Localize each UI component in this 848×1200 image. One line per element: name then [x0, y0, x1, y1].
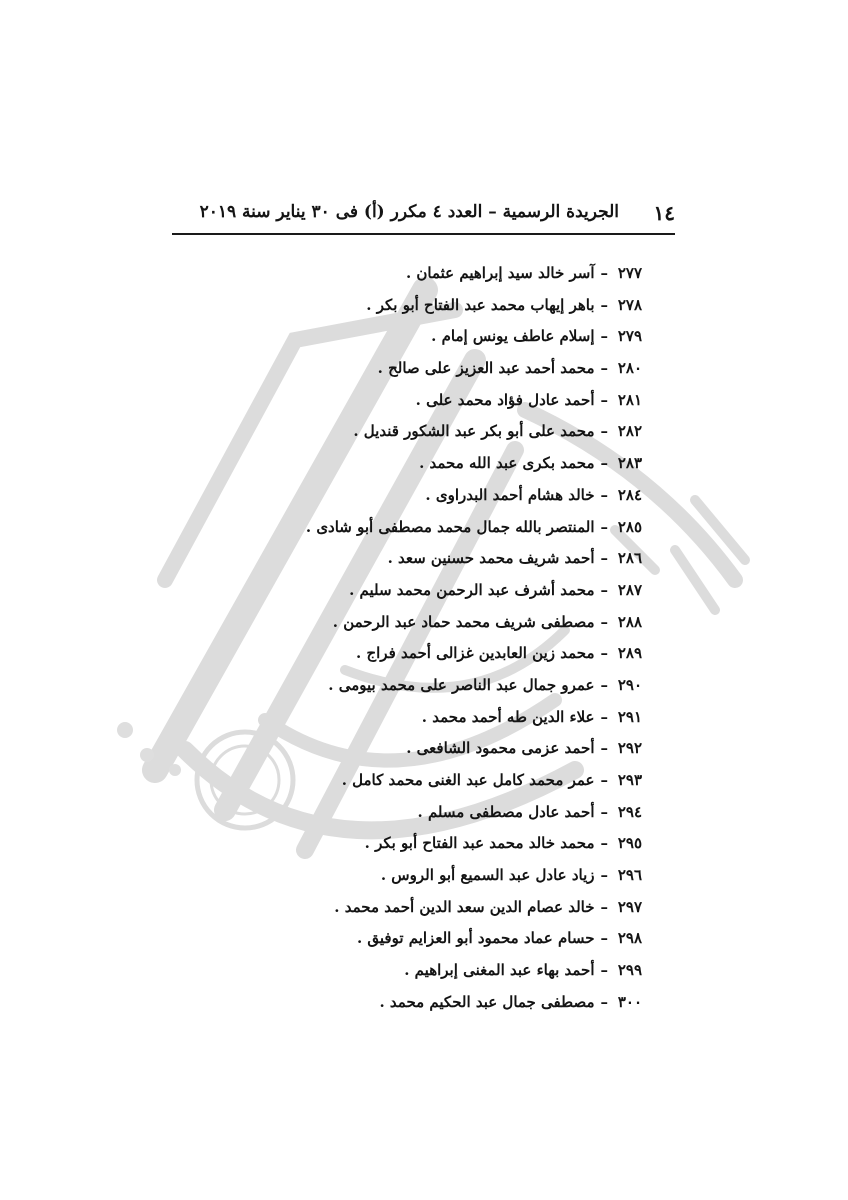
entry-name: خالد عصام الدين سعد الدين أحمد محمد . — [334, 897, 595, 916]
entry-name: محمد زين العابدين غزالى أحمد فراج . — [356, 644, 595, 663]
entry-name: محمد خالد محمد عبد الفتاح أبو بكر . — [364, 834, 595, 853]
entry-number: ٢٨٠ — [617, 359, 642, 378]
list-item — [162, 955, 642, 987]
entry-name: آسر خالد سيد إبراهيم عثمان . — [405, 264, 595, 282]
entry-separator: – — [600, 992, 608, 1011]
list-item — [162, 892, 642, 924]
entry-separator: – — [600, 549, 608, 568]
entry-number: ٢٨٧ — [617, 580, 642, 599]
entry-separator: – — [600, 422, 608, 441]
entry-separator: – — [600, 264, 608, 282]
list-item — [162, 290, 642, 322]
entry-number: ٢٨٦ — [617, 549, 642, 568]
entry-number: ٢٩١ — [617, 707, 642, 726]
list-item — [162, 702, 642, 734]
entry-separator: – — [600, 327, 608, 346]
list-item — [162, 480, 642, 512]
entry-separator: – — [600, 485, 608, 504]
entry-number: ٢٨٥ — [617, 517, 642, 536]
entry-separator: – — [600, 612, 608, 631]
list-item — [162, 416, 642, 448]
entry-number: ٢٩٨ — [617, 929, 642, 948]
entry-number: ٢٨٤ — [617, 485, 642, 504]
entry-number: ٢٩٧ — [617, 897, 642, 916]
entry-name: أحمد شريف محمد حسنين سعد . — [387, 549, 595, 568]
entry-separator: – — [600, 802, 608, 821]
page-number: ١٤ — [653, 201, 675, 225]
entry-number: ٢٨٢ — [617, 422, 642, 441]
gazette-title: الجريدة الرسمية – العدد ٤ مكرر (أ) فى ٣٠ يناير سنة ٢٠١٩ — [199, 202, 619, 222]
entry-number: ٢٨١ — [617, 390, 642, 409]
entry-name: حسام عماد محمود أبو العزايم توفيق . — [356, 929, 595, 948]
entry-separator: – — [600, 580, 608, 599]
entry-number: ٢٨٣ — [617, 454, 642, 473]
list-item — [162, 828, 642, 860]
list-item — [162, 765, 642, 797]
entry-name: محمد على أبو بكر عبد الشكور قنديل . — [353, 422, 595, 441]
entry-name: أحمد عزمى محمود الشافعى . — [406, 739, 595, 758]
entry-separator: – — [600, 866, 608, 885]
entry-number: ٣٠٠ — [617, 992, 642, 1011]
list-item — [162, 448, 642, 480]
entry-name: باهر إيهاب محمد عبد الفتاح أبو بكر . — [366, 295, 595, 314]
entry-separator: – — [600, 707, 608, 726]
entry-number: ٢٩٩ — [617, 961, 642, 980]
entry-name: إسلام عاطف يونس إمام . — [431, 327, 595, 346]
names-list — [162, 258, 642, 1019]
entry-number: ٢٨٩ — [617, 644, 642, 663]
list-item — [162, 385, 642, 417]
entry-number: ٢٩٤ — [617, 802, 642, 821]
entry-separator: – — [600, 675, 608, 694]
entry-name: أحمد بهاء عبد المغنى إبراهيم . — [404, 961, 595, 980]
entry-name: مصطفى شريف محمد حماد عبد الرحمن . — [332, 612, 595, 631]
entry-separator: – — [600, 929, 608, 948]
list-item — [162, 797, 642, 829]
entry-separator: – — [600, 454, 608, 473]
entry-number: ٢٨٨ — [617, 612, 642, 631]
entry-name: خالد هشام أحمد البدراوى . — [425, 485, 595, 504]
list-item — [162, 353, 642, 385]
list-item — [162, 575, 642, 607]
entry-name: محمد أشرف عبد الرحمن محمد سليم . — [349, 580, 595, 599]
list-item — [162, 638, 642, 670]
list-item — [162, 321, 642, 353]
list-item — [162, 923, 642, 955]
entry-separator: – — [600, 897, 608, 916]
list-item — [162, 543, 642, 575]
list-item — [162, 860, 642, 892]
entry-number: ٢٩٦ — [617, 866, 642, 885]
entry-name: محمد أحمد عبد العزيز على صالح . — [377, 359, 595, 378]
entry-separator: – — [600, 834, 608, 853]
entry-name: مصطفى جمال عبد الحكيم محمد . — [379, 992, 595, 1011]
entry-number: ٢٩٥ — [617, 834, 642, 853]
entry-name: محمد بكرى عبد الله محمد . — [419, 454, 595, 473]
entry-number: ٢٩٣ — [617, 771, 642, 789]
list-item — [162, 607, 642, 639]
entry-number: ٢٧٩ — [617, 327, 642, 346]
entry-name: علاء الدين طه أحمد محمد . — [421, 707, 595, 726]
page-header — [172, 197, 675, 235]
entry-separator: – — [600, 517, 608, 536]
entry-name: أحمد عادل فؤاد محمد على . — [415, 390, 595, 409]
entry-separator: – — [600, 771, 608, 789]
entry-number: ٢٧٨ — [617, 295, 642, 314]
entry-name: أحمد عادل مصطفى مسلم . — [417, 802, 595, 821]
list-item — [162, 258, 642, 290]
entry-separator: – — [600, 644, 608, 663]
entry-number: ٢٩٠ — [617, 675, 642, 694]
entry-separator: – — [600, 739, 608, 758]
list-item — [162, 512, 642, 544]
entry-separator: – — [600, 390, 608, 409]
list-item — [162, 733, 642, 765]
entry-name: المنتصر بالله جمال محمد مصطفى أبو شادى . — [305, 517, 595, 536]
entry-name: زياد عادل عبد السميع أبو الروس . — [380, 866, 595, 885]
entry-separator: – — [600, 295, 608, 314]
entry-number: ٢٩٢ — [617, 739, 642, 758]
list-item — [162, 670, 642, 702]
entry-separator: – — [600, 359, 608, 378]
entry-name: عمرو جمال عبد الناصر على محمد بيومى . — [328, 675, 595, 694]
entry-name: عمر محمد كامل عبد الغنى محمد كامل . — [341, 771, 595, 789]
header-divider — [172, 233, 675, 235]
entry-separator: – — [600, 961, 608, 980]
list-item — [162, 987, 642, 1019]
entry-number: ٢٧٧ — [617, 264, 642, 282]
